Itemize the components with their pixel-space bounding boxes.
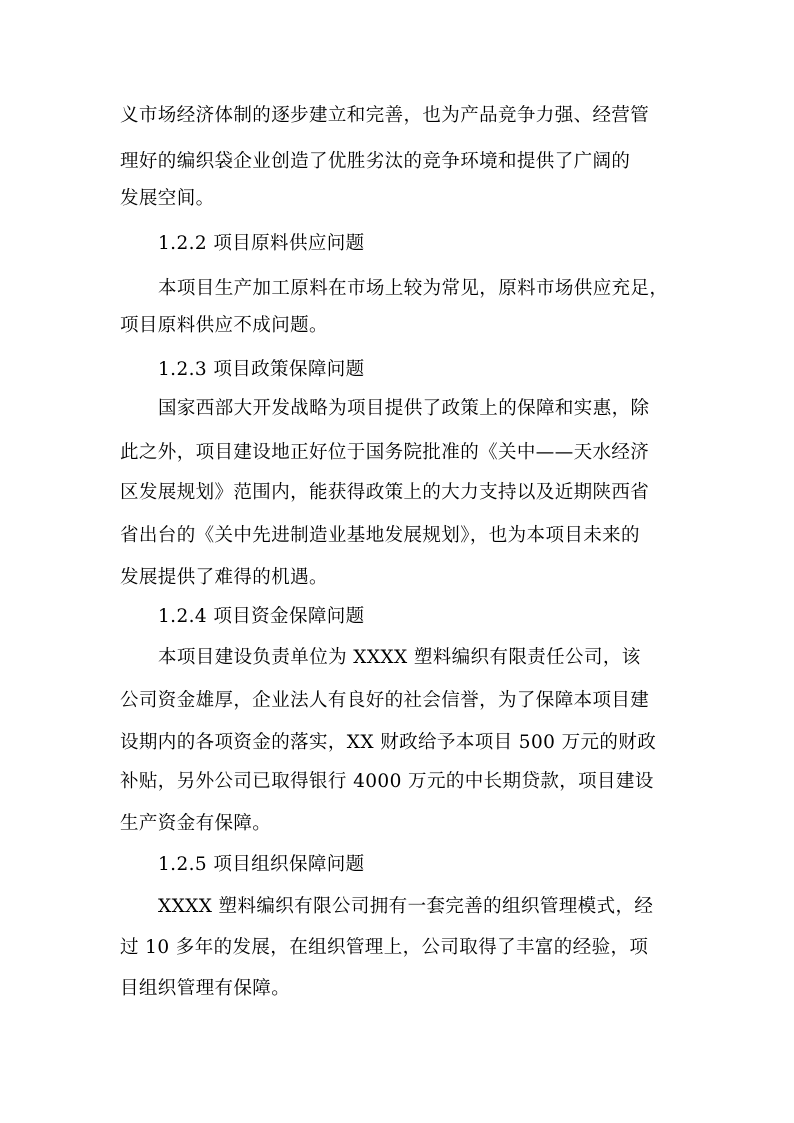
section-heading: 1.2.4 项目资金保障问题: [158, 606, 365, 627]
paragraph-line: 理好的编织袋企业创造了优胜劣汰的竞争环境和提供了广阔的: [120, 151, 631, 172]
paragraph-line: 发展空间。: [120, 188, 215, 209]
paragraph-line: 设期内的各项资金的落实，XX 财政给予本项目 500 万元的财政: [120, 732, 657, 753]
paragraph-line: 项目原料供应不成问题。: [120, 315, 328, 336]
paragraph-line: 公司资金雄厚，企业法人有良好的社会信誉，为了保障本项目建: [120, 690, 650, 711]
paragraph-line: 义市场经济体制的逐步建立和完善，也为产品竞争力强、经营管: [120, 105, 650, 126]
paragraph-line: 此之外，项目建设地正好位于国务院批准的《关中——天水经济: [120, 442, 650, 463]
paragraph-line: 本项目生产加工原料在市场上较为常见，原料市场供应充足，: [158, 278, 669, 299]
section-heading: 1.2.5 项目组织保障问题: [158, 854, 365, 875]
paragraph-line: 过 10 多年的发展，在组织管理上，公司取得了丰富的经验，项: [120, 937, 649, 958]
paragraph-line: 区发展规划》范围内，能获得政策上的大力支持以及近期陕西省: [120, 482, 650, 503]
paragraph-line: 生产资金有保障。: [120, 813, 272, 834]
section-heading: 1.2.2 项目原料供应问题: [158, 233, 365, 254]
paragraph-line: 本项目建设负责单位为 XXXX 塑料编织有限责任公司，该: [158, 647, 641, 668]
paragraph-line: 目组织管理有保障。: [120, 978, 291, 999]
section-heading: 1.2.3 项目政策保障问题: [158, 359, 365, 380]
paragraph-line: 发展提供了难得的机遇。: [120, 567, 328, 588]
paragraph-line: 省出台的《关中先进制造业基地发展规划》，也为本项目未来的: [120, 525, 640, 546]
paragraph-line: 国家西部大开发战略为项目提供了政策上的保障和实惠，除: [158, 398, 650, 419]
paragraph-line: 补贴，另外公司已取得银行 4000 万元的中长期贷款，项目建设: [120, 771, 654, 792]
paragraph-line: XXXX 塑料编织有限公司拥有一套完善的组织管理模式，经: [158, 896, 654, 917]
